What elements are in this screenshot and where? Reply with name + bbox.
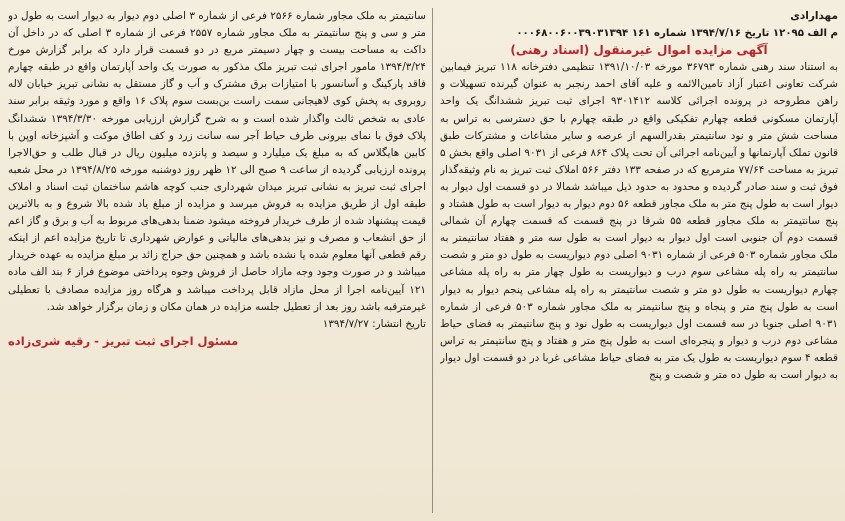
left-column: [8, 8, 426, 514]
publication-date: تاریخ انتشار: ۱۳۹۴/۷/۲۷: [322, 317, 426, 330]
right-column-body: به استناد سند رهنی شماره ۳۶۷۹۳ مورخه ۱۳۹۱/۱۰/۰۳ تنظیمی دفترخانه ۱۱۸ تبریز فیمابین شرکت تعاونی اعتبار آزاد تامین‌الائمه و علیه آقای احمد رنجبر به عنوان گیرنده تسهیلات و راهن مطروحه در پرونده اجرائی کلاسه ۹۳۰۱۴۱۲ اجرای ثبت تبریز ششدانگ یک واحد آپارتمان مسکونی قطعه چهارم تفکیکی واقع در طبقه چهارم با حق دسترسی به تراس به مساحت شش متر و نود سانتیمتر بقدرالسهم از عرصه و سایر مشاعات و مشترکات طبق قانون تملک آپارتمانها و آیین‌نامه اجرائی آن تحت پلاک ۸۶۴ فرعی از ۹۰۳۱ اصلی واقع بخش ۵ تبریز به مساحت ۷۷/۶۴ مترمربع که در صفحه ۱۳۳ دفتر ۵۶۶ املاک ثبت تبریز به نام وثیقه‌گذار فوق ثبت و سند صادر گردیده و محدود به حدود ذیل میباشد شمالا در دو قسمت اول دیوار به دیوار است به طول پنج متر به ملک مجاور قطعه ۵۶ دوم دیوار به دیوار است به طول هشتاد و پنج سانتیمتر به ملک مجاور قطعه ۵۵ شرقا در پنج قسمت که قسمت چهارم آن شمالی قسمت دوم آن جنوبی است اول دیوار به دیوار است به طول سه متر و هفتاد سانتیمتر به ملک مجاور شماره ۵۰۳ فرعی از شماره ۹۰۳۱ اصلی دوم دیواریست به طول دو متر و شصت سانتیمتر به راه پله مشاعی سوم درب و دیواریست به طول چهار متر به راه پله مشاعی چهارم دیواریست به طول دو متر و شصت سانتیمتر به راه پله مشاعی پنجم دیوار به دیوار است به طول پنج متر و پنجاه و پنج سانتیمتر به ملک مجاور شماره ۵۰۳ فرعی از شماره ۹۰۳۱ اصلی جنوبا در سه قسمت اول دیواریست به طول نود و پنج سانتیمتر به فضای حیاط مشاعی دوم درب و دیوار و پنجره‌ای است به طول پنج متر و هفتاد و پنج سانتیمتر به تراس قطعه ۴ سوم دیواریست به طول یک متر به فضای حیاط مشاعی غربا در دو قسمت اول دیوار به دیوار است به طول ده متر و شصت و پنج: [440, 61, 838, 381]
column-divider: [432, 8, 433, 513]
left-column-body: سانتیمتر به ملک مجاور شماره ۲۵۶۶ فرعی از شماره ۳ اصلی دوم دیوار به دیوار است به طول دو متر و سی و پنج سانتیمتر به ملک مجاور شماره ۲۵۵۷ فرعی از شماره ۳ اصلی که در داخل آن داکت به مساحت بیست و چهار دسیمتر مربع در دو قسمت قرار دارد که برابر گزارش مورخ ۱۳۹۴/۳/۲۴ مامور اجرای ثبت تبریز ملک مذکور به صورت یک واحد آپارتمان واقع در طبقه چهارم فاقد پارکینگ و آسانسور با امتیازات برق مشترک و آب و گاز مستقل به نشانی تبریز خیابان لاله روبروی به پخش کوی لاهیجانی سمت راست بن‌بست سوم پلاک ۱۶ واقع و مورد وثیقه برابر سند عادی به شخص ثالث واگذار شده است و به شرح گزارش ارزیابی مورخه ۱۳۹۴/۳/۳۰ ششدانگ پلاک فوق با نمای بیرونی طرف حیاط آجر سه سانت زرد و کف اطاق موکت و آشپزخانه اوپن با کابین هایگلاس که به مبلغ یک میلیارد و سیصد و پانزده میلیون ریال در قبال طلب و حق‌الاجرا پرونده ارزیابی گردیده از ساعت ۹ صبح الی ۱۲ ظهر روز دوشنبه مورخه ۱۳۹۴/۸/۲۵ در محل شعبه اجرای ثبت تبریز به نشانی تبریز میدان شهرداری جنب کوچه هاشم ساختمان ثبت اسناد و املاک طبقه اول از طریق مزایده به فروش میرسد و مزایده از مبلغ یاد شده بالا شروع و به بالاترین قیمت پیشنهاد شده از طرف خریدار فروخته میشود ضمنا بدهی‌های مربوط به آب و برق و گاز اعم از حق انشعاب و مصرف و نیز بدهی‌های مالیاتی و عوارض شهرداری تا تاریخ مزایده اعم از اینکه رقم قطعی آنها معلوم شده یا نشده باشد و همچنین حق حراج زائد بر مبلغ مزایده به عهده خریدار میباشد و در صورت وجود وجه مازاد حاصل از فروش وجوه پرداختی موضوع فراز ۶ بند الف ماده ۱۲۱ آیین‌نامه اجرا از محل مازاد قابل پرداخت میباشد و هرگاه روز مزایده مصادف با تعطیلی غیرمترقبه باشد روز بعد از تعطیل جلسه مزایده در همان مکان و زمان برگزار خواهد شد.: [8, 10, 426, 313]
reference-line: م الف ۱۲۰۹۵ تاریخ ۱۳۹۴/۷/۱۶ شماره ۱۶۱ ۰۰۰۶۸۰۰۶۰۰۳۹۰۳۱۳۹۴: [516, 28, 838, 40]
right-column: [440, 8, 838, 514]
ad-title: آگهی مزایده اموال غیرمنقول (اسناد رهنی): [510, 43, 768, 58]
header-small: مهدارادی: [790, 10, 838, 22]
signature: مسئول اجرای ثبت تبریز - رقیه شری‌زاده: [8, 333, 239, 348]
